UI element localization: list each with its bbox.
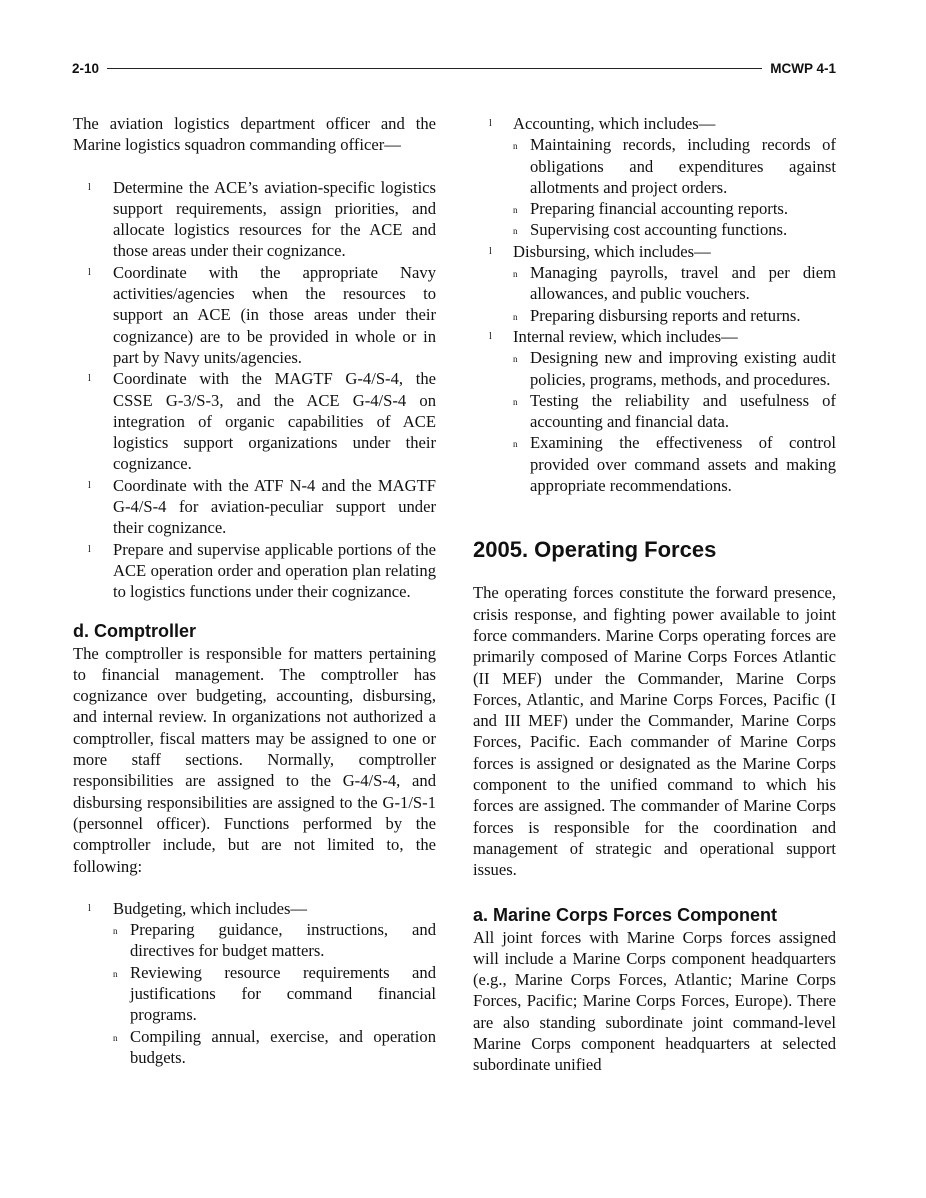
- sub-bullet-icon: n: [513, 205, 518, 216]
- bullet-icon: l: [88, 479, 91, 491]
- bullet-icon: l: [489, 245, 492, 257]
- sub-bullet-icon: n: [113, 926, 118, 937]
- bullet-icon: l: [88, 181, 91, 193]
- bullet-icon: l: [489, 330, 492, 342]
- list-item: l Coordinate with the appropriate Navy activities/agencies when the resources to support an ACE (in those areas under their cognizance) are to be provided in whole or in part by Navy units/agencies.: [88, 262, 436, 367]
- sub-bullet-icon: n: [513, 354, 518, 365]
- page-header: [72, 58, 836, 78]
- sub-list-item: n Preparing guidance, instructions, and directives for budget matters.: [113, 920, 436, 961]
- operating-forces-paragraph: The operating forces constitute the forward presence, crisis response, and fighting power available to joint force commanders. Marine Corps operating forces are primarily composed of Marine Corps Forces Atlantic (II MEF) under the Commander, Marine Corps Forces, Atlantic, and Marine Corps Forces, Pacific (I and III MEF) under the Commander, Marine Corps Forces, Pacific. Each commander of Marine Corps forces is assigned or designated as the Marine Corps component to the unified command to which his forces are assigned. The commander of Marine Corps forces is responsible for the coordination and management of strategic and operational support issues.: [473, 583, 836, 880]
- sub-bullet-icon: n: [513, 311, 518, 322]
- sub-bullet-icon: n: [113, 1032, 118, 1043]
- list-item: l Prepare and supervise applicable portions of the ACE operation order and operation plan relating to logistics functions under their cognizance.: [88, 539, 436, 602]
- bullet-icon: l: [88, 373, 91, 385]
- sub-bullet-icon: n: [513, 226, 518, 237]
- right-column: [473, 113, 836, 1076]
- bullet-icon: l: [88, 902, 91, 914]
- sub-bullet-icon: n: [513, 396, 518, 407]
- sub-list-item: n Examining the effectiveness of control provided over command assets and making appropriate recommendations.: [513, 433, 836, 496]
- page-number: 2-10: [72, 60, 100, 76]
- document-id: MCWP 4-1: [770, 60, 836, 76]
- sub-bullet-icon: n: [113, 968, 118, 979]
- list-item-budgeting: l Budgeting, which includes—: [88, 898, 308, 918]
- bullet-icon: l: [88, 266, 91, 278]
- header-rule: [107, 68, 762, 69]
- bullet-icon: l: [489, 118, 492, 129]
- sub-bullet-icon: n: [513, 141, 518, 152]
- sub-list-item: n Managing payrolls, travel and per diem allowances, and public vouchers.: [513, 263, 836, 304]
- list-item-disbursing: l Disbursing, which includes—: [489, 241, 711, 261]
- comptroller-heading: d. Comptroller: [73, 620, 197, 641]
- sub-list-item: n Maintaining records, including records of obligations and expenditures against allotments and project orders.: [513, 135, 836, 197]
- comptroller-paragraph: The comptroller is responsible for matters pertaining to financial management. The comptroller has cognizance over budgeting, accounting, disbursing, and internal review. In organizations not authorized a comptroller, fiscal matters may be assigned to one or more staff sections. Normally, comptroller responsibilities are assigned to the G-4/S-4, and disbursing responsibilities are assigned to the G-1/S-1 (personnel officer). Functions performed by the comptroller include, but are not limited to, the following:: [73, 643, 436, 876]
- sub-list-item: n Preparing disbursing reports and returns.: [473, 305, 836, 326]
- component-paragraph: All joint forces with Marine Corps forces assigned will include a Marine Corps component headquarters (e.g., Marine Corps Forces, Atlantic; Marine Corps Forces, Pacific; Marine Corps Forces, Europe). There are also standing subordinate joint command-level Marine Corps component headquarters at selected subordinate unified: [473, 927, 836, 1075]
- list-item-internal-review: l Internal review, which includes—: [489, 326, 738, 346]
- intro-paragraph: The aviation logistics department officer and the Marine logistics squadron commanding officer—: [73, 114, 436, 155]
- sub-list-item: n Reviewing resource requirements and justifications for command financial programs.: [113, 962, 436, 1025]
- left-column: [73, 113, 436, 1068]
- sub-list-item: n Testing the reliability and usefulness of accounting and financial data.: [513, 390, 836, 432]
- sub-list-item: n Compiling annual, exercise, and operation budgets.: [113, 1026, 436, 1067]
- sub-list-item: n Preparing financial accounting reports.: [473, 198, 836, 219]
- sub-list-item: n Designing new and improving existing audit policies, programs, methods, and procedures.: [513, 348, 836, 389]
- section-heading: 2005. Operating Forces: [473, 537, 717, 563]
- sub-bullet-icon: n: [513, 439, 518, 450]
- subsection-heading: a. Marine Corps Forces Component: [473, 904, 778, 925]
- sub-bullet-icon: n: [513, 269, 518, 280]
- list-item: l Coordinate with the MAGTF G-4/S-4, the CSSE G-3/S-3, and the ACE G-4/S-4 on integration of organic capabilities of ACE logistics support organizations under their cognizance.: [88, 369, 436, 474]
- list-item: l Determine the ACE’s aviation-specific logistics support requirements, assign priorities, and allocate logistics resources for the ACE and those areas under their cognizance.: [88, 177, 436, 261]
- bullet-icon: l: [88, 543, 91, 555]
- sub-list-item: n Supervising cost accounting functions.: [473, 219, 836, 240]
- list-item: l Coordinate with the ATF N-4 and the MAGTF G-4/S-4 for aviation-peculiar support under their cognizance.: [88, 475, 436, 538]
- list-item-accounting: l Accounting, which includes—: [489, 114, 716, 133]
